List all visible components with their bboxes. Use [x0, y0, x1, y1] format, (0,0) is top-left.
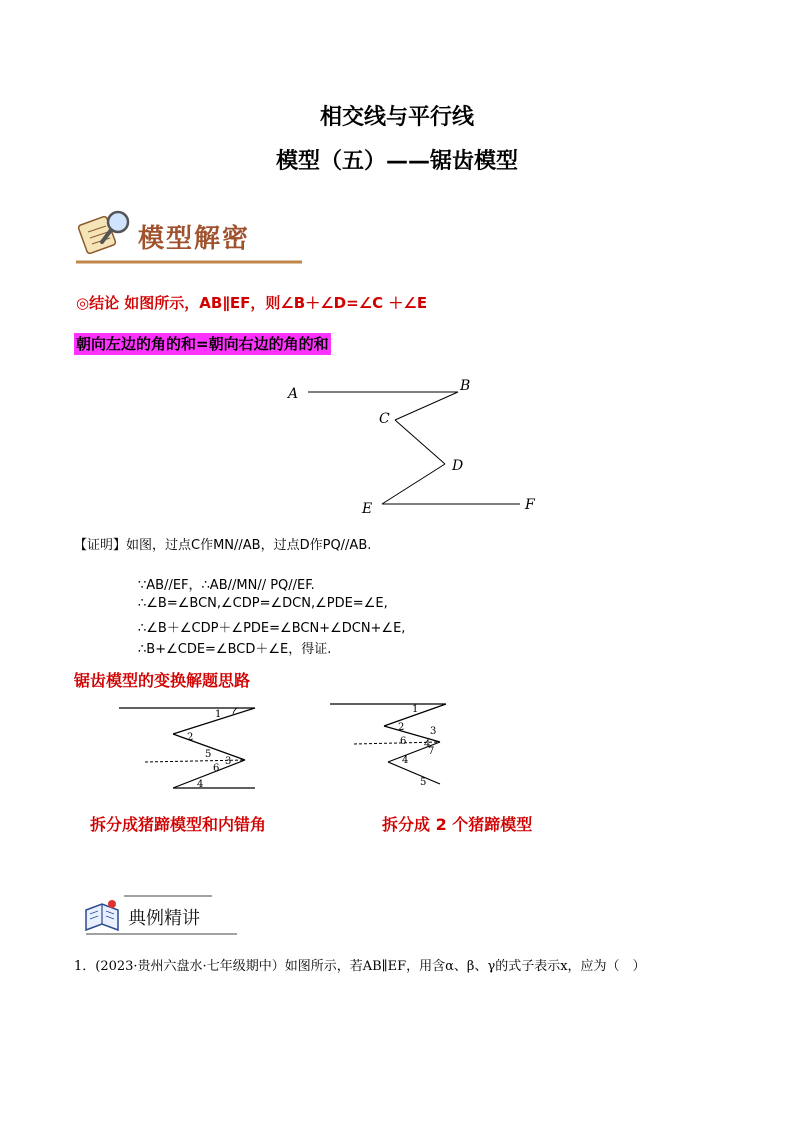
fig2-angle-6: 6 — [400, 736, 407, 747]
point-label-e: E — [362, 501, 373, 517]
fig2-angle-1: 1 — [412, 704, 419, 715]
fig2-angle-3: 3 — [430, 726, 437, 737]
proof-line-1: 【证明】如图，过点C作MN//AB，过点D作PQ//AB. — [74, 538, 372, 553]
fig1-angle-5: 5 — [205, 749, 212, 760]
fig1-angle-2: 2 — [187, 732, 194, 743]
model-banner — [76, 206, 302, 266]
page-title: 相交线与平行线 — [319, 105, 474, 130]
highlight-text: 朝向左边的角的和=朝向右边的角的和 — [76, 335, 329, 353]
transform-figure-1 — [115, 700, 285, 795]
zigzag-figure — [280, 372, 550, 522]
point-label-c: C — [379, 411, 390, 427]
fig2-angle-2: 2 — [398, 722, 405, 733]
fig1-angle-6: 6 — [213, 763, 220, 774]
fig1-angle-3: 3 — [225, 756, 232, 767]
fig2-angle-7: 7 — [428, 746, 435, 757]
proof-line-4: ∴∠B＋∠CDP＋∠PDE=∠BCN+∠DCN+∠E, — [138, 621, 406, 636]
line-bc — [395, 392, 458, 420]
fig1-angle-1: 1 — [215, 709, 222, 720]
examples-banner-label: 典例精讲 — [128, 908, 200, 929]
highlight-box — [74, 333, 331, 354]
question-1-text: 1．(2023·贵州六盘水·七年级期中）如图所示，若AB∥EF，用含α、β、γ的式子表示x，应为（ ） — [74, 959, 646, 974]
line-cd — [395, 420, 445, 464]
model-banner-label: 模型解密 — [138, 224, 251, 254]
proof-line-5: ∴B+∠CDE=∠BCD＋∠E，得证. — [138, 642, 332, 657]
proof-line-2: ∵AB//EF，∴AB//MN// PQ//EF. — [138, 578, 315, 593]
transform-figure-2 — [328, 698, 478, 793]
fig2-angle-4a: 4 — [424, 739, 431, 750]
line-de — [382, 464, 445, 504]
caption-2: 拆分成 2 个猪蹄模型 — [382, 815, 533, 834]
point-label-f: F — [525, 497, 535, 513]
fig2-angle-5: 5 — [420, 777, 427, 788]
examples-banner — [82, 892, 242, 936]
fig1-angle-4: 4 — [197, 779, 204, 790]
caption-1: 拆分成猪蹄模型和内错角 — [90, 815, 267, 834]
point-label-d: D — [452, 458, 464, 474]
conclusion-text: ◎结论 如图所示，AB∥EF，则∠B＋∠D=∠C ＋∠E — [76, 294, 428, 312]
point-label-a: A — [288, 386, 299, 402]
page-subtitle: 模型（五）——锯齿模型 — [275, 149, 518, 174]
fig2-angle-4b: 4 — [402, 755, 409, 766]
transform-heading: 锯齿模型的变换解题思路 — [74, 671, 251, 690]
point-label-b: B — [460, 378, 471, 394]
proof-line-3: ∴∠B=∠BCN,∠CDP=∠DCN,∠PDE=∠E, — [138, 596, 388, 611]
